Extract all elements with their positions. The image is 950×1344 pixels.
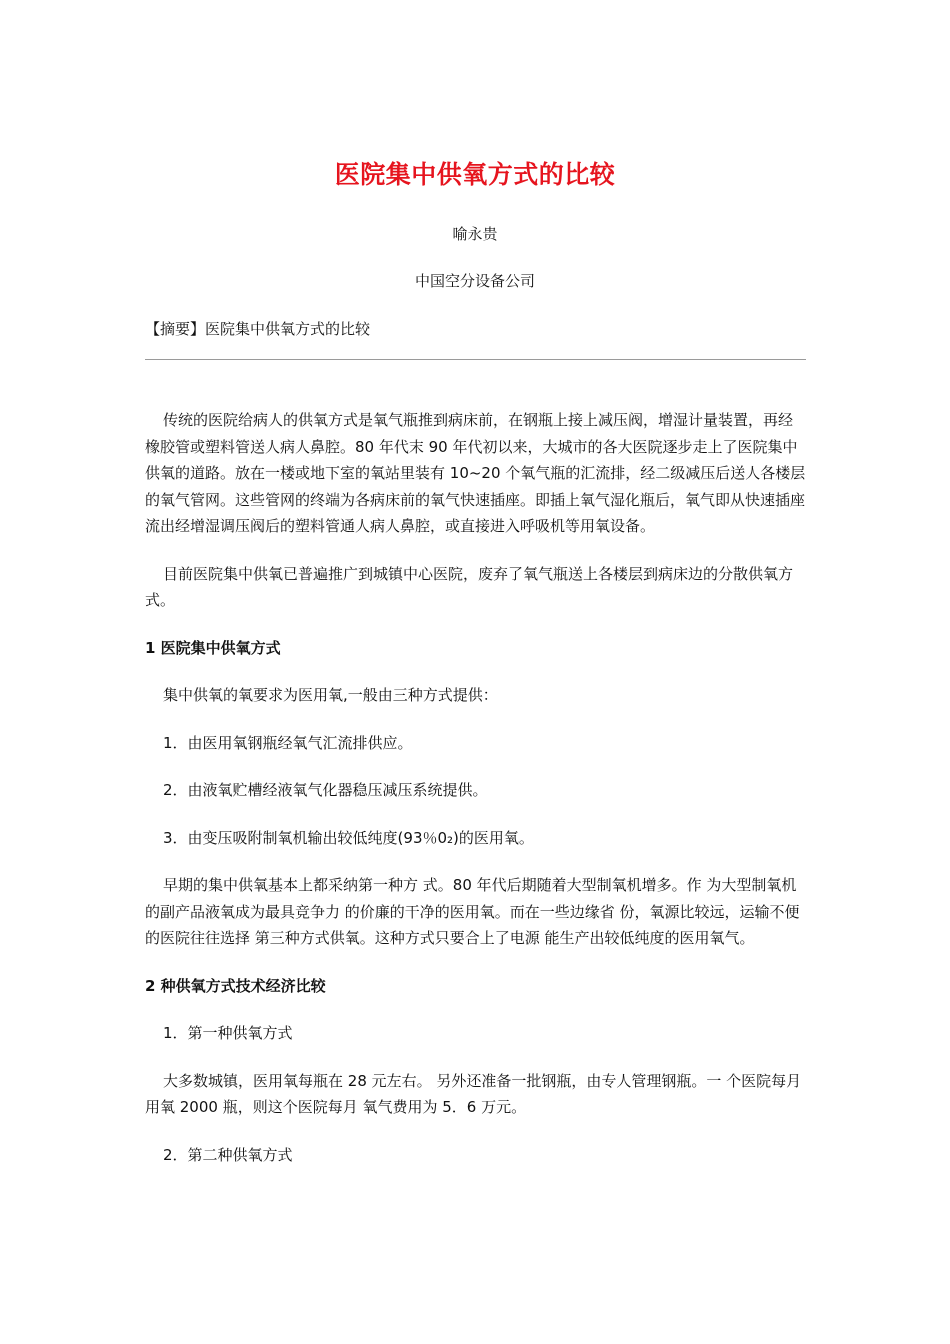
list-item-method-1: 1．由医用氧钢瓶经氧气汇流排供应。 bbox=[163, 733, 413, 752]
abstract: 【摘要】医院集中供氧方式的比较 bbox=[145, 320, 371, 338]
author-name: 喻永贵 bbox=[452, 225, 498, 243]
section-heading-1: 1 医院集中供氧方式 bbox=[145, 638, 281, 657]
horizontal-divider bbox=[145, 359, 806, 360]
author-affiliation: 中国空分设备公司 bbox=[414, 272, 535, 290]
paragraph-cost-method-1: 大多数城镇，医用氧每瓶在 28 元左右。 另外还准备一批钢瓶，由专人管理钢瓶。一 个医院每月用氧 2000 瓶，则这个医院每月 氧气费用为 5．6 万元。 bbox=[145, 1071, 802, 1116]
subsection-method-1: 1．第一种供氧方式 bbox=[163, 1024, 293, 1042]
list-item-method-2: 2．由液氧贮槽经液氧气化器稳压减压系统提供。 bbox=[163, 781, 488, 799]
document-title: 医院集中供氧方式的比较 bbox=[334, 160, 616, 189]
paragraph-supply-methods: 集中供氧的氧要求为医用氧,一般由三种方式提供： bbox=[163, 686, 498, 704]
document-body bbox=[145, 407, 806, 1189]
paragraph-history: 早期的集中供氧基本上都采纳第一种方 式。80 年代后期随着大型制氧机增多。作 为大型制氧机的副产品液氧成为最具竞争力 的价廉的干净的医用氧。而在一些边缘省 份，氧源比较远，运输不便的医院往往选择 第三种方式供氧。这种方式只要合上了电源 能生产出较低纯度的医用氧气。 bbox=[145, 876, 800, 947]
subsection-method-2: 2．第二种供氧方式 bbox=[163, 1145, 293, 1164]
paragraph-current-status: 目前医院集中供氧已普遍推广到城镇中心医院，废弃了氧气瓶送上各楼层到病床边的分散供氧方式。 bbox=[145, 564, 794, 609]
section-heading-2: 2 种供氧方式技术经济比较 bbox=[145, 976, 326, 995]
list-item-method-3: 3．由变压吸附制氧机输出较低纯度(93％0₂)的医用氧。 bbox=[163, 828, 534, 847]
paragraph-intro: 传统的医院给病人的供氧方式是氧气瓶推到病床前，在钢瓶上接上减压阀，增湿计量装置，再经橡胶管或塑料管送人病人鼻腔。80 年代末 90 年代初以来，大城市的各大医院逐步走上了医院集中供氧的道路。放在一楼或地下室的氧站里装有 10~20 个氧气瓶的汇流排，经二级减压后送人各楼层的氧气管网。这些管网的终端为各病床前的氧气快速插座。即插上氧气湿化瓶后，氧气即从快速插座流出经增湿调压阀后的塑料管通人病人鼻腔，或直接进入呼吸机等用氧设备。 bbox=[145, 411, 806, 535]
